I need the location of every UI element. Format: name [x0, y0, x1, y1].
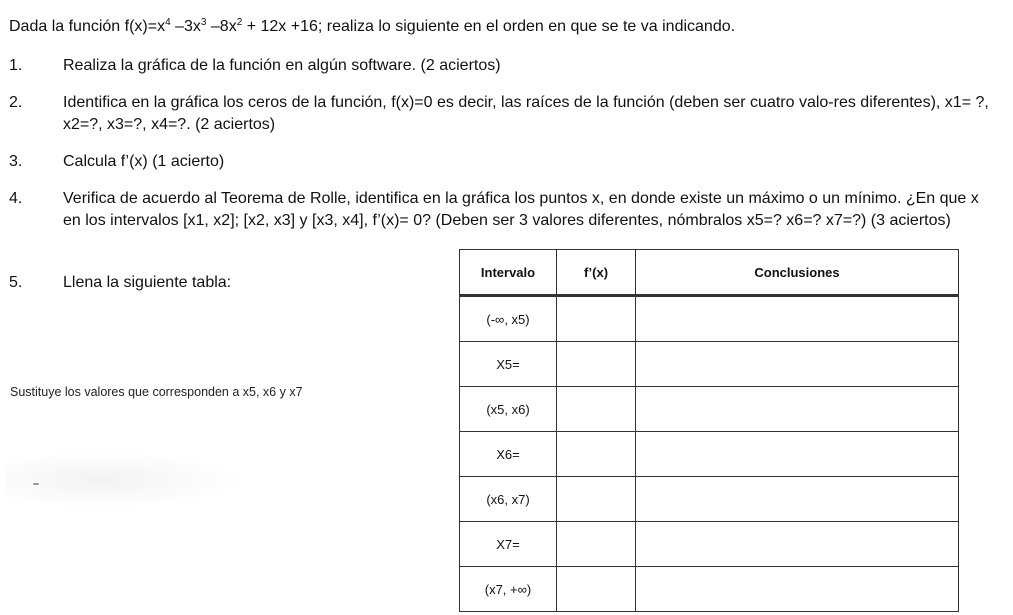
- intro-part3: –8x: [206, 18, 237, 35]
- header-conclusiones: Conclusiones: [636, 250, 959, 296]
- cell-conclusiones[interactable]: [636, 567, 959, 612]
- instruction-number: 2.: [9, 94, 23, 111]
- instruction-text: Calcula f’(x) (1 acierto): [63, 153, 225, 170]
- instruction-number: 5.: [9, 274, 23, 291]
- instruction-text: Verifica de acuerdo al Teorema de Rolle, identifica en la gráfica los puntos x, en donde existe un máximo o un mínimo. ¿En que x en los intervalos [x1, x2]; [x2, x3] y [x3, x4], f’(x)= 0? (Deben ser 3 valores diferentes, nómbralos x5=? x6=? x7=?) (3 aciertos): [63, 190, 979, 229]
- instruction-text: Identifica en la gráfica los ceros de la función, f(x)=0 es decir, las raíces de la función (deben ser cuatro valo-res diferentes), x1= ?, x2=?, x3=?, x4=?. (2 aciertos): [63, 94, 989, 133]
- cell-fprime[interactable]: [557, 567, 636, 612]
- table-row: [460, 522, 959, 567]
- cell-conclusiones[interactable]: [636, 387, 959, 432]
- cell-intervalo: X6=: [460, 432, 557, 477]
- instruction-number: 1.: [9, 57, 23, 74]
- instruction-item-1: [9, 55, 999, 77]
- scan-speck: [33, 483, 39, 485]
- cell-intervalo: (-∞, x5): [460, 296, 557, 342]
- instruction-number: 3.: [9, 153, 23, 170]
- intro-exponent-3: 3: [200, 17, 207, 28]
- instruction-number: 4.: [9, 190, 23, 207]
- cell-intervalo: (x5, x6): [460, 387, 557, 432]
- instruction-item-4: [9, 188, 994, 232]
- cell-intervalo: (x6, x7): [460, 477, 557, 522]
- cell-conclusiones[interactable]: [636, 432, 959, 477]
- intro-exponent-4: 4: [165, 17, 171, 28]
- cell-conclusiones[interactable]: [636, 296, 959, 342]
- intro-prefix: Dada la función f(x)=x: [9, 18, 166, 35]
- cell-intervalo: (x7, +∞): [460, 567, 557, 612]
- table-row: [460, 432, 959, 477]
- scan-smudge: [5, 450, 245, 510]
- instruction-text: Realiza la gráfica de la función en algún software. (2 aciertos): [63, 57, 501, 74]
- instruction-item-3: [9, 151, 999, 173]
- intro-exponent-2: 2: [236, 17, 243, 28]
- derivative-table: [459, 249, 959, 612]
- intro-suffix: + 12x +16; realiza lo siguiente en el orden en que se te va indicando.: [242, 18, 736, 35]
- cell-intervalo: X5=: [460, 342, 557, 387]
- cell-fprime[interactable]: [557, 432, 636, 477]
- cell-fprime[interactable]: [557, 387, 636, 432]
- header-fprime: f’(x): [557, 250, 636, 296]
- instruction-item-2: [9, 92, 999, 136]
- cell-fprime[interactable]: [557, 296, 636, 342]
- table-row: [460, 342, 959, 387]
- cell-fprime[interactable]: [557, 522, 636, 567]
- instruction-text: Llena la siguiente tabla:: [63, 274, 232, 291]
- intro-paragraph: [9, 18, 735, 36]
- side-note: Sustituye los valores que corresponden a x5, x6 y x7: [10, 385, 303, 399]
- cell-intervalo: X7=: [460, 522, 557, 567]
- table-row: [460, 477, 959, 522]
- table-row: [460, 296, 959, 342]
- header-intervalo: Intervalo: [460, 250, 557, 296]
- table-row: [460, 387, 959, 432]
- cell-conclusiones[interactable]: [636, 342, 959, 387]
- table-row: [460, 567, 959, 612]
- table-header-row: [460, 250, 959, 296]
- cell-fprime[interactable]: [557, 477, 636, 522]
- intro-part2: –3x: [170, 18, 201, 35]
- cell-conclusiones[interactable]: [636, 477, 959, 522]
- cell-fprime[interactable]: [557, 342, 636, 387]
- cell-conclusiones[interactable]: [636, 522, 959, 567]
